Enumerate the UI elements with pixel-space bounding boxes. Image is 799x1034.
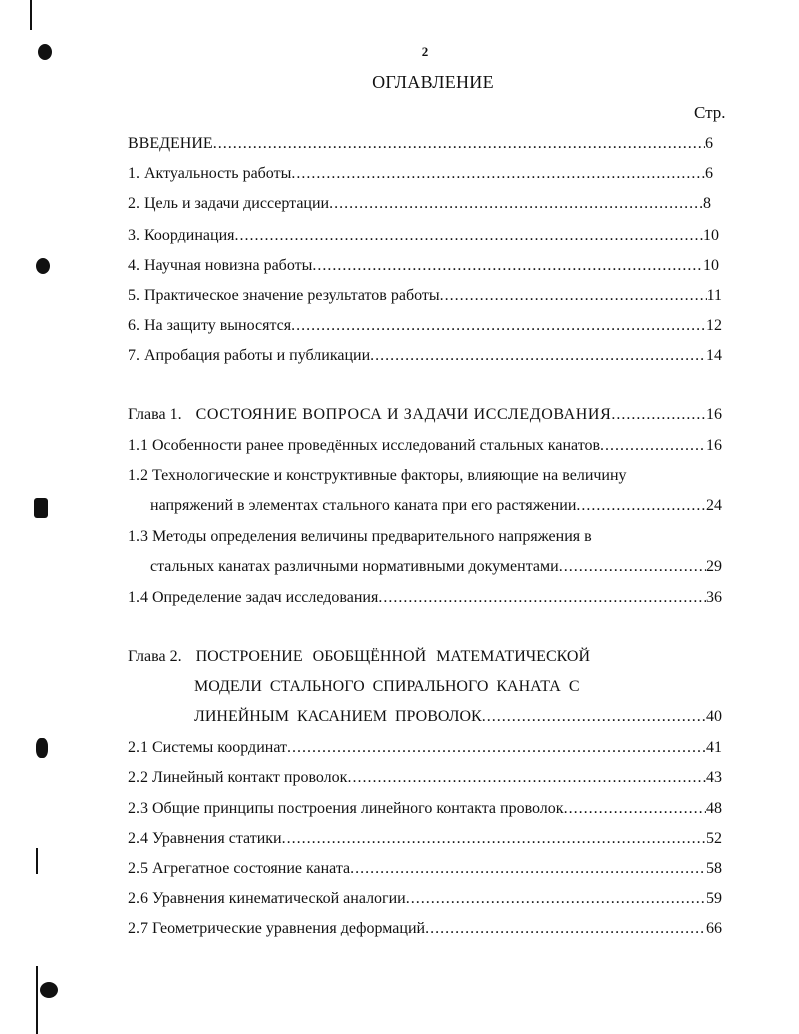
- toc-section-2-7: 2.7 Геометрические уравнения деформаций ..... 66: [128, 918, 722, 940]
- page-column-label: Стр.: [694, 103, 726, 122]
- toc-entry: 5. Практическое значение результатов работы ..... 11: [128, 285, 722, 307]
- scan-edge-line: [36, 848, 38, 874]
- toc-entry: 6. На защиту выносятся ..... 12: [128, 315, 722, 337]
- toc-section-2-2: 2.2 Линейный контакт проволок ..... 43: [128, 767, 722, 789]
- toc-entry: ВВЕДЕНИЕ ..... 6: [128, 133, 713, 155]
- chapter-1-heading: Глава 1. СОСТОЯНИЕ ВОПРОСА И ЗАДАЧИ ИССЛЕДОВАНИЯ ..... 16: [128, 404, 722, 426]
- toc-entry: 7. Апробация работы и публикации ..... 14: [128, 345, 722, 367]
- toc-section-2-3: 2.3 Общие принципы построения линейного контакта проволок ..... 48: [128, 798, 722, 820]
- toc-section-1-3-line1: 1.3 Методы определения величины предварительного напряжения в: [128, 528, 592, 545]
- toc-section-2-5: 2.5 Агрегатное состояние каната ..... 58: [128, 858, 722, 880]
- page-title: ОГЛАВЛЕНИЕ: [372, 72, 494, 92]
- scan-edge-line: [30, 0, 32, 30]
- toc-entry: 4. Научная новизна работы ..... 10: [128, 255, 719, 277]
- toc-section-1-4: 1.4 Определение задач исследования ..... 36: [128, 587, 722, 609]
- toc-section-1-1: 1.1 Особенности ранее проведённых исследований стальных канатов ..... 16: [128, 435, 722, 457]
- scan-edge-line: [36, 966, 38, 1034]
- chapter-2-heading-line3: ЛИНЕЙНЫМ КАСАНИЕМ ПРОВОЛОК ..... 40: [194, 706, 722, 728]
- toc-section-1-2-line1: 1.2 Технологические и конструктивные факторы, влияющие на величину: [128, 467, 627, 484]
- punch-hole-mark: [34, 498, 48, 518]
- punch-hole-mark: [36, 258, 50, 274]
- punch-hole-mark: [40, 982, 58, 998]
- toc-section-2-4: 2.4 Уравнения статики ..... 52: [128, 828, 722, 850]
- chapter-2-heading: Глава 2. ПОСТРОЕНИЕ ОБОБЩЁННОЙ МАТЕМАТИЧЕСКОЙ: [128, 648, 590, 665]
- punch-hole-mark: [36, 738, 48, 758]
- toc-entry: 3. Координация ..... 10: [128, 225, 719, 247]
- toc-entry: 2. Цель и задачи диссертации ..... 8: [128, 193, 711, 215]
- toc-section-2-6: 2.6 Уравнения кинематической аналогии ..... 59: [128, 888, 722, 910]
- chapter-2-heading-line2: МОДЕЛИ СТАЛЬНОГО СПИРАЛЬНОГО КАНАТА С: [194, 678, 580, 695]
- page-number: 2: [421, 44, 429, 59]
- toc-section-1-2-line2: напряжений в элементах стального каната при его растяжении ..... 24: [150, 495, 722, 517]
- toc-section-1-3-line2: стальных канатах различными нормативными документами ..... 29: [150, 556, 722, 578]
- toc-entry: 1. Актуальность работы ..... 6: [128, 163, 713, 185]
- toc-section-2-1: 2.1 Системы координат ..... 41: [128, 737, 722, 759]
